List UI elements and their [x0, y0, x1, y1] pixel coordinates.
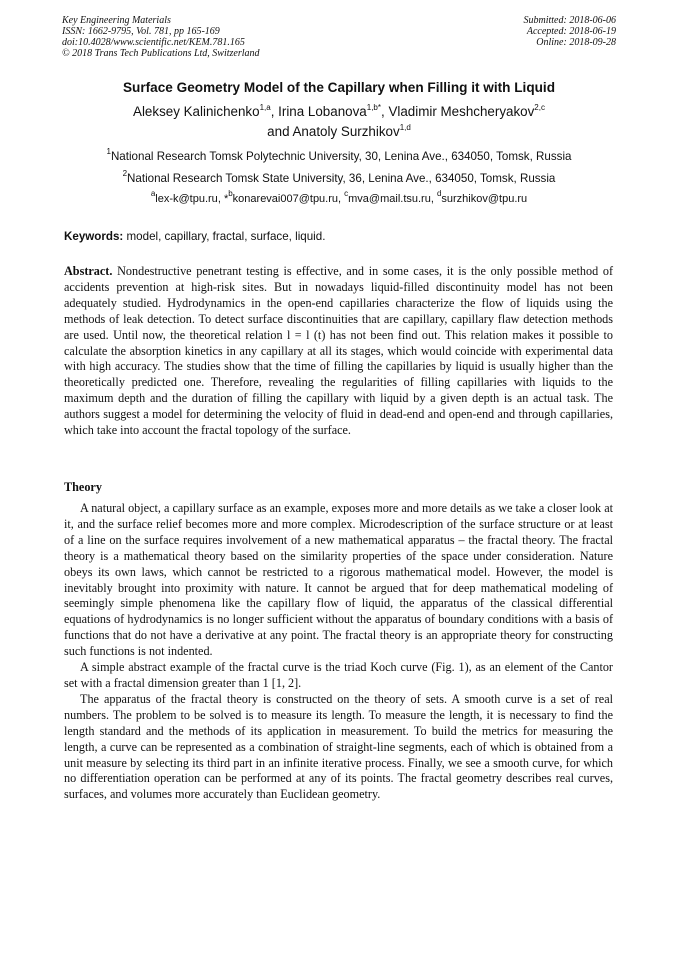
email-link[interactable]: surzhikov@tpu.ru: [441, 193, 528, 205]
email-link[interactable]: lex-k@tpu.ru: [155, 193, 218, 205]
paragraph: The apparatus of the fractal theory is constructed on the theory of sets. A smooth curve is a set of real numbers. The problem to be solved is to measure its length. To measure the length, it is necessary to find the length standard and the methods of its application in measurement. To build the metrics for measuring the length, a curve can be represented as a combination of straight-line segments, each of which is obtained from a unit measure by selecting its third part in an infinite iterative process. Finally, we see a smooth curve, for which no differentiation operation can be performed at any of its points. The fractal geometry describes real curves, surfaces, and volumes more accurately than Euclidean geometry.: [64, 691, 613, 802]
affiliation-2: [40, 169, 638, 185]
keywords-text: model, capillary, fractal, surface, liquid.: [126, 230, 326, 243]
affiliation-text: National Research Tomsk Polytechnic University, 30, Lenina Ave., 634050, Tomsk, Russia: [110, 150, 572, 163]
affiliation-1: [40, 147, 638, 163]
accepted-date: Accepted: 2018-06-19: [526, 26, 616, 37]
affiliation-text: National Research Tomsk State University, 36, Lenina Ave., 634050, Tomsk, Russia: [127, 172, 556, 185]
theory-section: [64, 501, 613, 803]
abstract-text: Nondestructive penetrant testing is effective, and in some cases, it is the only possible method of accidents prevention at high-risk sites. But in nowadays liquid-filled discontinuity model has not been adequately studied. Hydrodynamics in the open-end capillaries characterize the flow of liquids using the methods of leak detection. To detect surface discontinuities that are capillary, capillary flaw detection methods are used. Until now, the theoretical relation l = l (t) has not been find out. This relation makes it possible to calculate the absorption kinetics in any capillary at all its stages, which would coincide with experimental data with high accuracy. The studies show that the time of filling the capillaries by liquid is usually higher than the theoretically predicted one. Therefore, revealing the regularities of filling capillaries with liquids to the maximum depth and the duration of filling the capillary with liquid by a given depth is an actual task. The authors suggest a model for determining the velocity of fluid in dead-end and open-end and through capillaries, which take into account the fractal topology of the surface.: [64, 264, 614, 438]
abstract: [64, 264, 613, 439]
journal-header-right: [524, 15, 617, 48]
journal-name: Key Engineering Materials: [62, 15, 171, 26]
author-sup: 2,c: [534, 102, 545, 112]
email-list: $^a$lex-k@tpu.ru, *$^b$konarevai007@tpu.ru, $^c$mva@mail.tsu.ru, $^d$surzhikov@tpu.ru: [150, 189, 528, 205]
doi: doi:10.4028/www.scientific.net/KEM.781.165: [62, 37, 245, 48]
author-sup: 1,a: [259, 102, 271, 112]
authors-line-2: [40, 122, 638, 142]
email-link[interactable]: konarevai007@tpu.ru: [232, 193, 339, 205]
authors-line-1: Aleksey Kalinichenko$^{1,a}$, Irina Lobanova$^{1,b*}$, Vladimir Meshcheryakov$^{2,c}$: [133, 102, 545, 119]
keywords: [64, 230, 325, 243]
author-name: Irina Lobanova: [278, 104, 367, 119]
author-list: [40, 102, 638, 142]
keywords-label: Keywords:: [64, 230, 124, 243]
author-and: and: [267, 124, 290, 139]
affiliation-sup: 2: [122, 169, 128, 179]
submitted-date: Submitted: 2018-06-06: [523, 15, 616, 26]
email-sup: a: [150, 189, 156, 199]
author-sup: 1,d: [399, 122, 411, 132]
author-sup: 1,b*: [366, 102, 381, 112]
paragraph: A natural object, a capillary surface as an example, exposes more and more details as we take a closer look at it, and the surface relief becomes more and more complex. Microdescription of the surface structure or at least of a line on the surface requires involvement of a new mathematical apparatus – the fractal theory. The fractal theory is a mathematical theory based on the similarity properties of the space under consideration. Nature obeys its own laws, which cannot be restricted to a rigorous mathematical model. However, the model is inevitably brought into proximity with nature. It cannot be argued that for deep mathematical modeling of seemingly simple phenomena like the capillary flow of liquid, the apparatus of the classical differential equations of hydrodynamics is no longer sufficient without the apparatus of boundary conditions with a basis of functions that do not have a derivative at any point. The fractal theory is an appropriate theory for constructing such functions is not indented.: [64, 501, 613, 659]
email-link[interactable]: mva@mail.tsu.ru: [348, 193, 431, 205]
journal-header-left: [62, 15, 260, 59]
author-name: Aleksey Kalinichenko: [133, 104, 260, 119]
issn: ISSN: 1662-9795, Vol. 781, pp 165-169: [62, 26, 220, 37]
paragraph: A simple abstract example of the fractal curve is the triad Koch curve (Fig. 1), as an element of the Cantor set with a fractal dimension greater than 1 [1, 2].: [64, 660, 613, 690]
affiliation-sup: 1: [106, 147, 111, 157]
corresponding-mark: *: [223, 193, 229, 205]
author-name: Anatoly Surzhikov: [292, 124, 400, 139]
email-sup: b: [228, 189, 233, 199]
email-sup: c: [344, 189, 349, 199]
author-name: Vladimir Meshcheryakov: [388, 104, 535, 119]
online-date: Online: 2018-09-28: [536, 37, 616, 48]
abstract-label: Abstract.: [64, 264, 113, 278]
email-sup: d: [436, 189, 442, 199]
copyright: © 2018 Trans Tech Publications Ltd, Switzerland: [62, 48, 260, 59]
paper-title: Surface Geometry Model of the Capillary when Filling it with Liquid: [122, 80, 556, 95]
section-heading-theory: Theory: [64, 480, 102, 494]
